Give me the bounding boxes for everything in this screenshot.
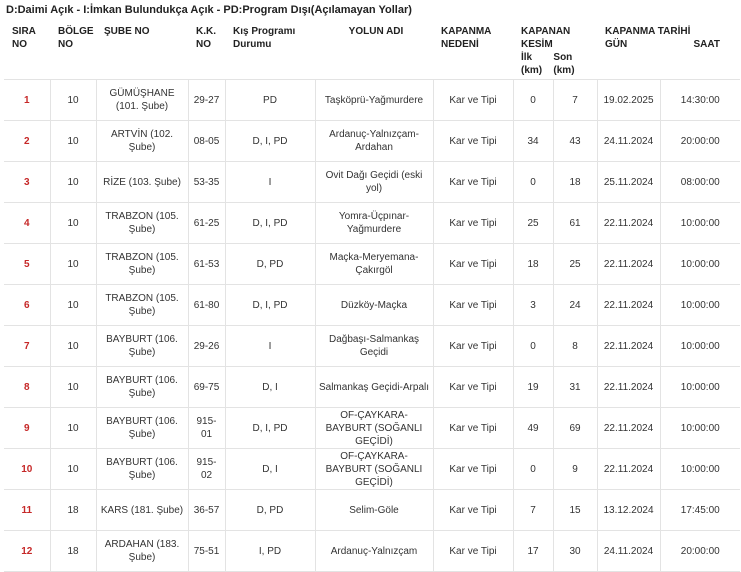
cell-yol: Ardanuç-Yalnızçam-Ardahan [315,121,433,162]
table-row [4,326,740,367]
cell-kis: D, I, PD [225,285,315,326]
cell-bolge: 10 [50,326,96,367]
cell-yol: Selim-Göle [315,490,433,531]
cell-kis: D, I, PD [225,408,315,449]
cell-son: 31 [553,367,597,408]
cell-sube: TRABZON (105. Şube) [96,203,188,244]
header-kapanma-tarihi [597,20,740,80]
cell-saat: 08:00:00 [660,162,740,203]
cell-neden: Kar ve Tipi [433,449,513,490]
cell-sube: TRABZON (105. Şube) [96,244,188,285]
cell-sira: 9 [4,408,50,449]
cell-kk: 69-75 [188,367,225,408]
cell-kis: D, I [225,449,315,490]
cell-bolge: 18 [50,490,96,531]
header-kapanma-nedeni: KAPANMA NEDENİ [433,20,513,80]
cell-sira: 2 [4,121,50,162]
cell-kis: D, PD [225,490,315,531]
cell-kis: I, PD [225,531,315,572]
cell-neden: Kar ve Tipi [433,367,513,408]
cell-ilk: 18 [513,244,553,285]
cell-gun: 22.11.2024 [597,367,660,408]
cell-son: 24 [553,285,597,326]
legend-text: D:Daimi Açık - I:İmkan Bulundukça Açık - PD:Program Dışı(Açılamayan Yollar) [6,4,412,16]
cell-kk: 915-01 [188,408,225,449]
cell-kk: 53-35 [188,162,225,203]
table-row [4,244,740,285]
header-son-km: Son (km) [553,52,575,76]
cell-son: 43 [553,121,597,162]
header-bolge: BÖLGE NO [50,20,96,80]
closed-roads-table [4,20,740,572]
cell-sira: 4 [4,203,50,244]
table-row [4,490,740,531]
cell-son: 25 [553,244,597,285]
header-kapanan-kesim [513,20,597,80]
cell-sira: 7 [4,326,50,367]
cell-gun: 22.11.2024 [597,326,660,367]
cell-son: 9 [553,449,597,490]
cell-sira: 6 [4,285,50,326]
cell-neden: Kar ve Tipi [433,326,513,367]
cell-ilk: 19 [513,367,553,408]
cell-saat: 10:00:00 [660,449,740,490]
cell-kis: D, I [225,367,315,408]
cell-bolge: 10 [50,80,96,121]
cell-neden: Kar ve Tipi [433,531,513,572]
cell-kis: I [225,326,315,367]
cell-neden: Kar ve Tipi [433,408,513,449]
cell-gun: 24.11.2024 [597,121,660,162]
cell-kk: 29-26 [188,326,225,367]
cell-gun: 22.11.2024 [597,203,660,244]
cell-yol: Yomra-Üçpınar-Yağmurdere [315,203,433,244]
cell-kis: PD [225,80,315,121]
header-gun: GÜN [605,39,628,50]
cell-saat: 10:00:00 [660,408,740,449]
cell-ilk: 25 [513,203,553,244]
cell-neden: Kar ve Tipi [433,80,513,121]
cell-kk: 75-51 [188,531,225,572]
cell-bolge: 10 [50,367,96,408]
cell-bolge: 10 [50,203,96,244]
cell-ilk: 17 [513,531,553,572]
cell-neden: Kar ve Tipi [433,285,513,326]
cell-son: 7 [553,80,597,121]
cell-son: 69 [553,408,597,449]
cell-saat: 10:00:00 [660,203,740,244]
cell-yol: Ardanuç-Yalnızçam [315,531,433,572]
cell-bolge: 10 [50,449,96,490]
table-row [4,203,740,244]
cell-bolge: 10 [50,285,96,326]
cell-kk: 61-80 [188,285,225,326]
cell-ilk: 0 [513,326,553,367]
cell-sira: 5 [4,244,50,285]
cell-sira: 11 [4,490,50,531]
table-row [4,367,740,408]
cell-kk: 08-05 [188,121,225,162]
cell-neden: Kar ve Tipi [433,203,513,244]
cell-saat: 17:45:00 [660,490,740,531]
table-row [4,285,740,326]
table-body [4,80,740,572]
table-row [4,531,740,572]
cell-sube: BAYBURT (106. Şube) [96,449,188,490]
cell-neden: Kar ve Tipi [433,121,513,162]
cell-ilk: 3 [513,285,553,326]
cell-sube: KARS (181. Şube) [96,490,188,531]
cell-sira: 12 [4,531,50,572]
cell-bolge: 18 [50,531,96,572]
cell-yol: Maçka-Meryemana-Çakırgöl [315,244,433,285]
cell-kk: 61-53 [188,244,225,285]
cell-gun: 19.02.2025 [597,80,660,121]
cell-gun: 13.12.2024 [597,490,660,531]
cell-yol: OF-ÇAYKARA-BAYBURT (SOĞANLI GEÇİDİ) [315,449,433,490]
cell-ilk: 0 [513,449,553,490]
cell-ilk: 0 [513,80,553,121]
cell-sira: 10 [4,449,50,490]
cell-saat: 10:00:00 [660,285,740,326]
cell-gun: 25.11.2024 [597,162,660,203]
cell-bolge: 10 [50,244,96,285]
cell-kis: D, PD [225,244,315,285]
cell-saat: 10:00:00 [660,326,740,367]
cell-sube: ARDAHAN (183. Şube) [96,531,188,572]
cell-yol: Ovit Dağı Geçidi (eski yol) [315,162,433,203]
cell-yol: Salmankaş Geçidi-Arpalı [315,367,433,408]
cell-gun: 22.11.2024 [597,449,660,490]
cell-kis: I [225,162,315,203]
cell-neden: Kar ve Tipi [433,490,513,531]
cell-saat: 14:30:00 [660,80,740,121]
cell-gun: 24.11.2024 [597,531,660,572]
cell-yol: Dağbaşı-Salmankaş Geçidi [315,326,433,367]
header-sira: SIRA NO [4,20,50,80]
cell-saat: 20:00:00 [660,531,740,572]
cell-neden: Kar ve Tipi [433,162,513,203]
cell-ilk: 34 [513,121,553,162]
cell-sube: BAYBURT (106. Şube) [96,367,188,408]
cell-kk: 61-25 [188,203,225,244]
cell-kk: 29-27 [188,80,225,121]
cell-sira: 3 [4,162,50,203]
cell-bolge: 10 [50,408,96,449]
cell-kis: D, I, PD [225,203,315,244]
header-saat: SAAT [693,39,720,50]
cell-neden: Kar ve Tipi [433,244,513,285]
cell-sira: 1 [4,80,50,121]
cell-kis: D, I, PD [225,121,315,162]
cell-sube: TRABZON (105. Şube) [96,285,188,326]
table-row [4,121,740,162]
table-row [4,162,740,203]
header-kis-programi: Kış Programı Durumu [225,20,315,80]
cell-saat: 20:00:00 [660,121,740,162]
cell-sube: BAYBURT (106. Şube) [96,326,188,367]
cell-ilk: 0 [513,162,553,203]
header-sube: ŞUBE NO [96,20,188,80]
table-row [4,408,740,449]
cell-gun: 22.11.2024 [597,244,660,285]
cell-sube: ARTVİN (102. Şube) [96,121,188,162]
cell-kk: 36-57 [188,490,225,531]
table-row [4,80,740,121]
header-yolun-adi: YOLUN ADI [315,20,433,80]
cell-son: 61 [553,203,597,244]
table-row [4,449,740,490]
cell-bolge: 10 [50,162,96,203]
cell-gun: 22.11.2024 [597,408,660,449]
header-row [4,20,740,80]
cell-saat: 10:00:00 [660,244,740,285]
cell-son: 18 [553,162,597,203]
cell-yol: OF-ÇAYKARA-BAYBURT (SOĞANLI GEÇİDİ) [315,408,433,449]
header-kapanan-kesim-title: KAPANAN KESİM [521,26,571,50]
cell-son: 15 [553,490,597,531]
cell-kk: 915-02 [188,449,225,490]
cell-yol: Taşköprü-Yağmurdere [315,80,433,121]
cell-sube: RİZE (103. Şube) [96,162,188,203]
cell-bolge: 10 [50,121,96,162]
cell-sira: 8 [4,367,50,408]
cell-gun: 22.11.2024 [597,285,660,326]
header-ilk-km: İlk (km) [521,52,543,76]
cell-saat: 10:00:00 [660,367,740,408]
cell-son: 8 [553,326,597,367]
cell-yol: Düzköy-Maçka [315,285,433,326]
header-kapanma-tarihi-title: KAPANMA TARİHİ [605,26,691,37]
cell-son: 30 [553,531,597,572]
cell-sube: BAYBURT (106. Şube) [96,408,188,449]
header-kk: K.K. NO [188,20,225,80]
cell-sube: GÜMÜŞHANE (101. Şube) [96,80,188,121]
cell-ilk: 7 [513,490,553,531]
cell-ilk: 49 [513,408,553,449]
